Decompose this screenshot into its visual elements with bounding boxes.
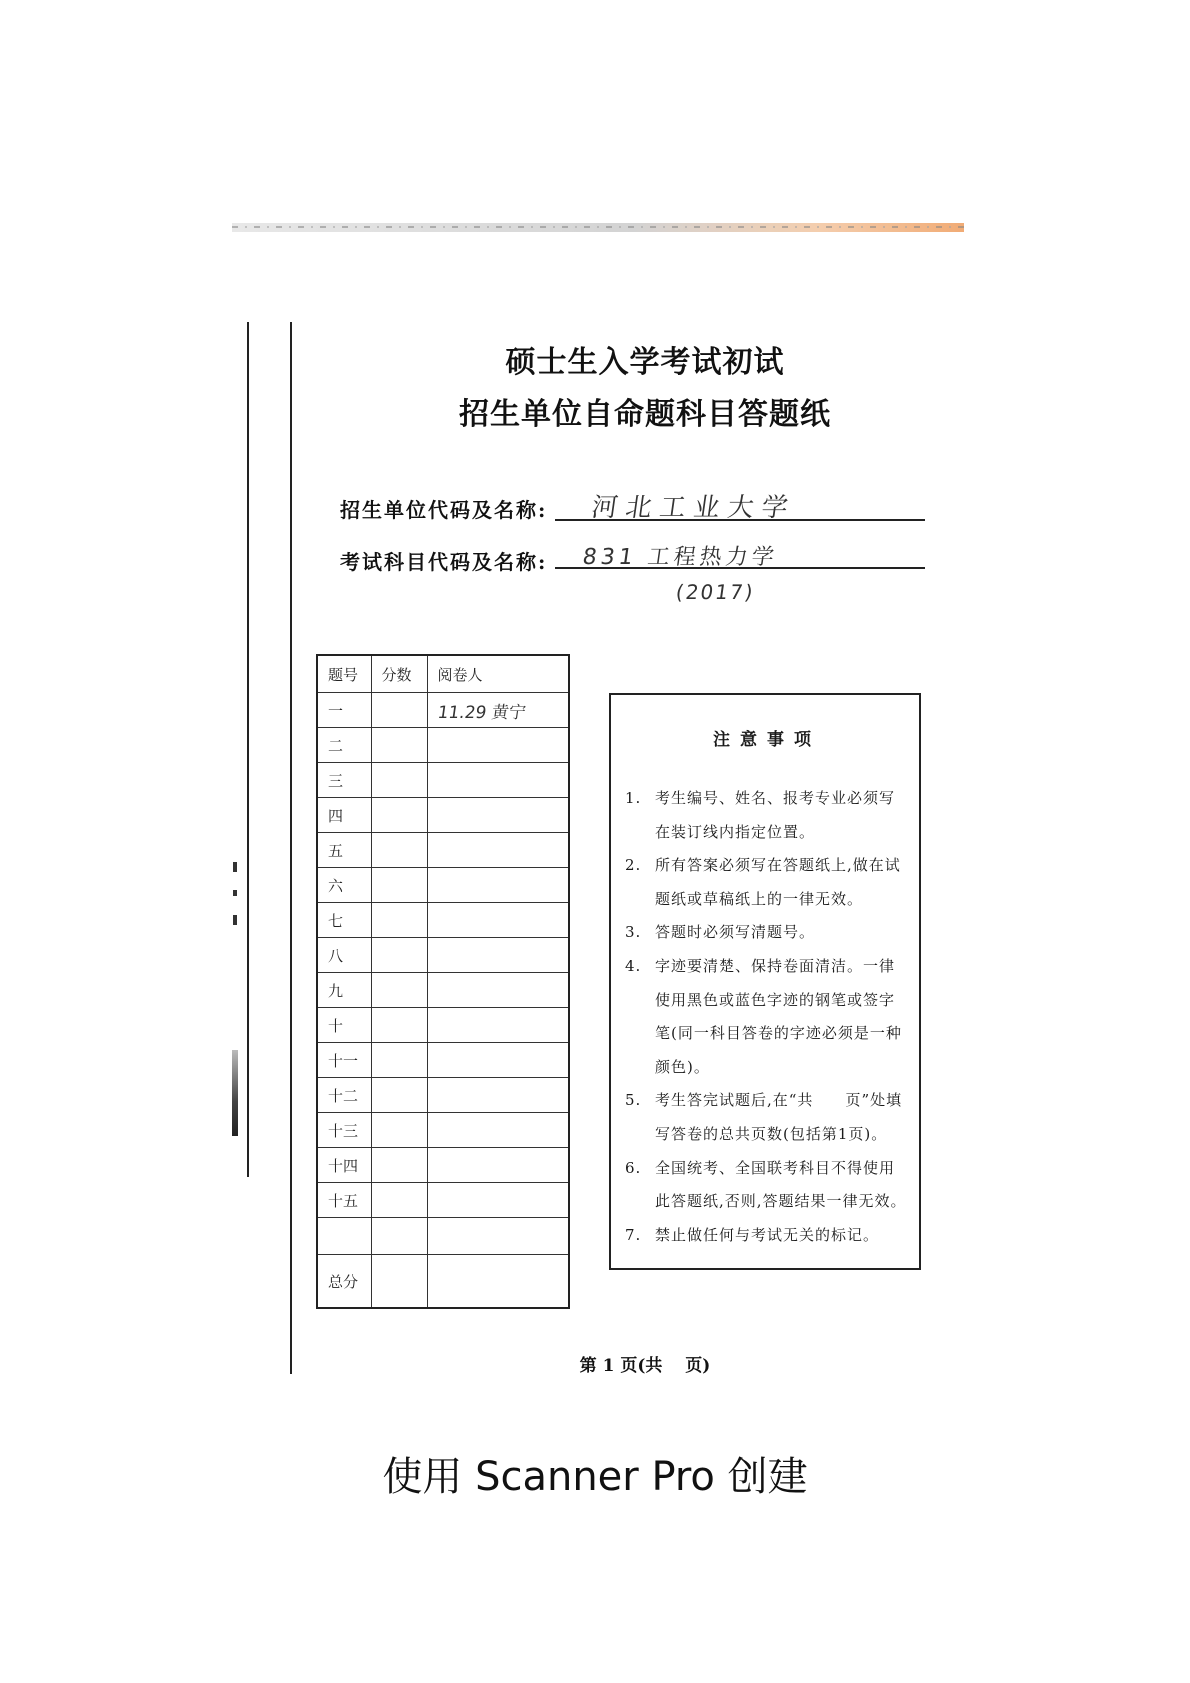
score-table-header	[317, 655, 569, 693]
question-no: 十	[317, 1008, 371, 1043]
notice-item	[625, 849, 909, 916]
table-row	[317, 973, 569, 1008]
question-no: 六	[317, 868, 371, 903]
notice-item	[625, 916, 909, 950]
grader-cell	[427, 728, 569, 763]
table-row	[317, 798, 569, 833]
score-cell	[371, 798, 427, 833]
table-row	[317, 1183, 569, 1218]
scan-mark	[233, 890, 237, 896]
grader-cell	[427, 763, 569, 798]
notice-item-text: 考生编号、姓名、报考专业必须写在装订线内指定位置。	[655, 789, 896, 841]
notice-item-number: 2.	[625, 856, 642, 875]
page-number-footer: 第 1 页(共 页)	[579, 1356, 711, 1376]
grader-cell	[427, 973, 569, 1008]
grader-cell	[427, 693, 569, 728]
table-row	[317, 1078, 569, 1113]
unit-value: 河北工业大学	[589, 493, 798, 523]
score-cell	[371, 1008, 427, 1043]
subject-note: (2017)	[674, 580, 757, 604]
notice-item-text: 所有答案必须写在答题纸上,做在试题纸或草稿纸上的一律无效。	[655, 856, 901, 908]
scan-mark	[233, 915, 237, 925]
table-row	[317, 763, 569, 798]
score-cell	[371, 1043, 427, 1078]
grader-cell	[427, 938, 569, 973]
score-cell	[371, 1183, 427, 1218]
notice-item-text: 答题时必须写清题号。	[655, 923, 816, 942]
question-no: 一	[317, 693, 371, 728]
table-row	[317, 903, 569, 938]
table-row	[317, 938, 569, 973]
notice-item-text: 考生答完试题后,在“共 页”处填写答卷的总共页数(包括第1页)。	[655, 1091, 903, 1143]
notice-item-text: 字迹要清楚、保持卷面清洁。一律使用黑色或蓝色字迹的钢笔或签字笔(同一科目答卷的字迹必须是一种颜色)。	[655, 956, 902, 1076]
score-cell	[371, 1113, 427, 1148]
score-cell	[371, 868, 427, 903]
grader-cell	[427, 1183, 569, 1218]
table-row	[317, 1008, 569, 1043]
grader-cell	[427, 1218, 569, 1255]
score-cell	[371, 728, 427, 763]
header-score: 分数	[371, 655, 427, 693]
notice-item-number: 5.	[625, 1091, 642, 1110]
scan-mark	[233, 862, 237, 872]
grader-cell	[427, 1148, 569, 1183]
grader-cell	[427, 903, 569, 938]
notice-item-number: 4.	[625, 956, 642, 975]
total-label: 总分	[317, 1255, 371, 1309]
question-no: 十五	[317, 1183, 371, 1218]
table-row	[317, 1148, 569, 1183]
score-cell	[371, 833, 427, 868]
score-table	[316, 654, 570, 1309]
notice-title: 注意事项	[713, 730, 821, 750]
notice-box	[609, 693, 921, 1270]
notice-item-number: 3.	[625, 923, 642, 942]
table-row	[317, 1043, 569, 1078]
scan-smudge	[232, 1050, 238, 1136]
table-row	[317, 1113, 569, 1148]
notice-item-number: 6.	[625, 1158, 642, 1177]
page-title-line2: 招生单位自命题科目答题纸	[459, 397, 831, 432]
table-row-total	[317, 1255, 569, 1309]
grader-cell	[427, 1008, 569, 1043]
score-cell	[371, 1218, 427, 1255]
question-no: 二	[317, 728, 371, 763]
score-cell	[371, 973, 427, 1008]
score-cell	[371, 1078, 427, 1113]
scanner-watermark: 使用 Scanner Pro 创建	[382, 1454, 808, 1500]
question-no: 五	[317, 833, 371, 868]
question-no: 十三	[317, 1113, 371, 1148]
notice-item	[625, 1152, 909, 1219]
notice-item	[625, 782, 909, 849]
scan-edge-strip	[232, 223, 964, 232]
score-cell	[371, 903, 427, 938]
notice-item-number: 7.	[625, 1225, 642, 1244]
subject-value: 831 工程热力学	[580, 545, 780, 570]
unit-label: 招生单位代码及名称:	[340, 498, 548, 522]
notice-item	[625, 1219, 909, 1253]
notice-item-text: 禁止做任何与考试无关的标记。	[655, 1225, 880, 1244]
notice-list	[625, 782, 909, 1252]
total-score-cell	[371, 1255, 427, 1309]
question-no: 八	[317, 938, 371, 973]
question-no: 三	[317, 763, 371, 798]
notice-item	[625, 950, 909, 1084]
score-cell	[371, 763, 427, 798]
header-grader: 阅卷人	[427, 655, 569, 693]
score-cell	[371, 938, 427, 973]
question-no: 十一	[317, 1043, 371, 1078]
question-no: 七	[317, 903, 371, 938]
subject-label: 考试科目代码及名称:	[340, 550, 548, 574]
table-row	[317, 693, 569, 728]
score-cell	[371, 693, 427, 728]
binding-line-outer	[247, 322, 249, 1177]
question-no: 十四	[317, 1148, 371, 1183]
question-no	[317, 1218, 371, 1255]
total-grader-cell	[427, 1255, 569, 1309]
page-title-line1: 硕士生入学考试初试	[505, 345, 785, 380]
score-cell	[371, 1148, 427, 1183]
notice-item-text: 全国统考、全国联考科目不得使用此答题纸,否则,答题结果一律无效。	[655, 1158, 907, 1211]
grader-cell	[427, 1078, 569, 1113]
table-row-blank	[317, 1218, 569, 1255]
question-no: 十二	[317, 1078, 371, 1113]
notice-item	[625, 1084, 909, 1151]
table-row	[317, 833, 569, 868]
grader-signature: 11.29 黄宁	[435, 702, 527, 723]
notice-item-number: 1.	[625, 789, 642, 807]
header-question-no: 题号	[317, 655, 371, 693]
question-no: 四	[317, 798, 371, 833]
question-no: 九	[317, 973, 371, 1008]
grader-cell	[427, 1043, 569, 1078]
binding-line-inner	[290, 322, 292, 1374]
table-row	[317, 728, 569, 763]
grader-cell	[427, 798, 569, 833]
grader-cell	[427, 1113, 569, 1148]
table-row	[317, 868, 569, 903]
grader-cell	[427, 868, 569, 903]
grader-cell	[427, 833, 569, 868]
